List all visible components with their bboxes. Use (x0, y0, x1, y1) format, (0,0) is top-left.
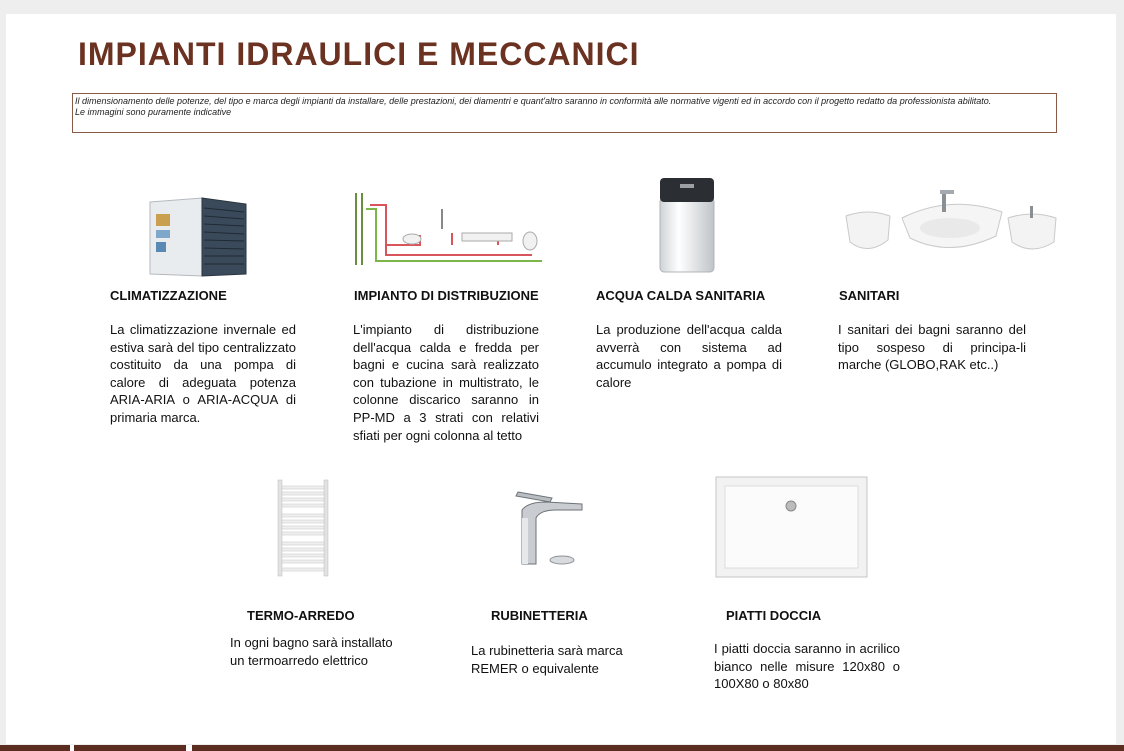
item-desc-climatizzazione: La climatizzazione invernale ed estiva sarà del tipo centralizzato costituito da una pompa di calore di adeguata potenza ARIA-ARIA o ARIA-ACQUA di primaria marca. (110, 322, 296, 425)
item-desc-impianto-distribuzione: L'impianto di distribuzione dell'acqua calda e fredda per bagni e cucina sarà realizzato con tubazione in multistrato, le colonne discarico saranno in PP-MD a 3 strati con relativi sfiati per ogni colonna al tetto (353, 322, 539, 443)
notice-disclaimer: Le immagini sono puramente indicative (75, 107, 232, 117)
item-title-termo-arredo: TERMO-ARREDO (247, 608, 355, 623)
item-desc-rubinetteria: La rubinetteria sarà marca REMER o equivalente (471, 643, 623, 676)
notice-box (72, 93, 1057, 133)
document-page (6, 14, 1116, 744)
item-desc-piatti-doccia: I piatti doccia saranno in acrilico bianco nelle misure 120x80 o 100X80 o 80x80 (714, 641, 900, 692)
towel-radiator-icon (274, 478, 332, 578)
shower-tray-icon (715, 476, 868, 578)
item-title-climatizzazione: CLIMATIZZAZIONE (110, 288, 227, 303)
item-title-acqua-calda: ACQUA CALDA SANITARIA (596, 288, 766, 303)
water-heater-icon (656, 178, 718, 274)
footer-bar-segment (192, 745, 1124, 751)
plumbing-diagram-icon (352, 189, 548, 269)
item-desc-sanitari: I sanitari dei bagni saranno del tipo sospeso di principa-li marche (GLOBO,RAK etc..) (838, 322, 1026, 373)
footer-bar-segment (0, 745, 70, 751)
item-title-rubinetteria: RUBINETTERIA (491, 608, 588, 623)
faucet-icon (506, 488, 590, 570)
footer-bar-segment (74, 745, 186, 751)
item-desc-acqua-calda: La produzione dell'acqua calda avverrà con sistema ad accumulo integrato a pompa di calore (596, 322, 782, 390)
heat-pump-unit-icon (146, 196, 251, 281)
notice-text: Il dimensionamento delle potenze, del tipo e marca degli impianti da installare, delle prestazioni, dei diamentri e quant'altro saranno in conformità alle normative vigenti ed in accordo con il progetto redatto da professionista abilitato. (75, 96, 992, 106)
item-title-sanitari: SANITARI (839, 288, 900, 303)
item-desc-termo-arredo: In ogni bagno sarà installato un termoarredo elettrico (230, 635, 393, 668)
item-title-impianto-distribuzione: IMPIANTO DI DISTRIBUZIONE (354, 288, 539, 303)
sanitaryware-icon (844, 190, 1060, 260)
footer-bar (0, 745, 1124, 751)
item-title-piatti-doccia: PIATTI DOCCIA (726, 608, 822, 623)
page-title: IMPIANTI IDRAULICI E MECCANICI (78, 36, 640, 72)
